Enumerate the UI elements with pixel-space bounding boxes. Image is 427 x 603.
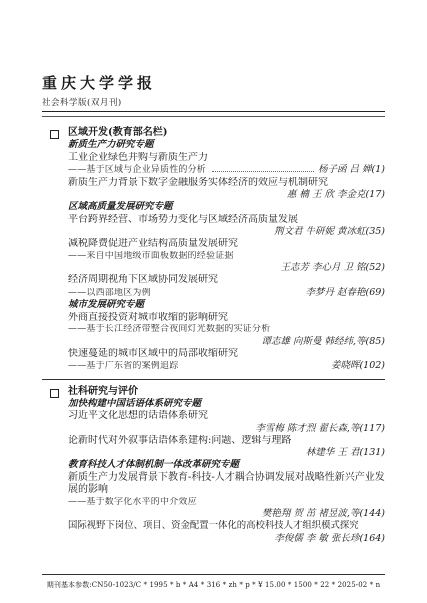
header-rule-thin [42, 116, 385, 117]
article-authors: 姜晓晖(102) [330, 360, 385, 371]
article-title[interactable]: 外商直接投资对城市收缩的影响研究 [68, 311, 228, 323]
journal-title: 重庆大学学报 [42, 74, 157, 92]
article-title[interactable]: 习近平文化思想的话语体系研究 [68, 410, 208, 421]
topic-title: 区域高质量发展研究专题 [68, 201, 173, 212]
article-subtitle: ——以西部地区为例 [68, 287, 151, 298]
article-subtitle: ——基于广东省的案例追踪 [68, 361, 179, 371]
article-title[interactable]: 新质生产力背景下数字金融服务实体经济的效应与机制研究 [68, 176, 328, 188]
article-authors: 李俊儒 李 敏 张长珍(164) [274, 532, 385, 544]
article-authors: 李梦丹 赵春艳(69) [305, 286, 385, 298]
article-authors: 林建华 王 君(131) [305, 447, 385, 458]
article-title[interactable]: 新质生产力发展背景下教育-科技-人才耦合协调发展对战略性新兴产业发展的影响 [68, 471, 385, 495]
article-title[interactable]: 平台跨界经营、市场势力变化与区域经济高质量发展 [68, 213, 298, 225]
section-regional-development [42, 126, 385, 373]
section-divider [42, 379, 385, 380]
section-title: 区域开发(教育部名栏) [68, 127, 168, 138]
topic-title: 城市发展研究专题 [68, 299, 145, 310]
footer-rule [42, 574, 385, 575]
section-social-science [42, 385, 385, 545]
section-box-icon [50, 130, 59, 139]
section-box-icon [50, 389, 59, 398]
section-title: 社科研究与评价 [68, 385, 138, 397]
topic-title: 加快构建中国话语体系研究专题 [68, 397, 202, 409]
article-title[interactable]: 工业企业绿色并购与新质生产力 [68, 151, 208, 163]
journal-parameters: 期刊基本参数:CN50-1023/C * 1995 * b * A4 * 316 * zh * p * ¥ 15.00 * 1500 * 22 * 2025-02 * n [46, 581, 381, 589]
article-meta [68, 360, 385, 373]
article-authors: 荆文君 牛研妮 黄冰虹(35) [273, 226, 385, 237]
header-rule [42, 111, 385, 112]
article-subtitle: ——基于区域与企业异质性的分析 [68, 165, 207, 175]
dot-leader [212, 171, 314, 172]
article-title[interactable]: 国际视野下岗位、项目、资金配置一体化的高校科技人才组织模式探究 [68, 520, 359, 531]
table-of-contents [42, 122, 385, 545]
article-subtitle: ——基于长江经济带整合夜间灯光数据的实证分析 [68, 324, 271, 334]
topic-title: 教育科技人才体制机制一体改革研究专题 [68, 459, 240, 470]
topic-title: 新质生产力研究专题 [68, 139, 154, 150]
article-authors: 王志芳 李心月 卫 铭(52) [280, 262, 385, 273]
article-authors: 谭志雄 向斯曼 韩经纬,等(85) [261, 335, 385, 347]
article-subtitle: ——来自中国地级市面板数据的经验证据 [68, 250, 234, 261]
article-authors: 惠 楠 王 欣 李金克(17) [286, 189, 385, 200]
article-title[interactable]: 减税降费促进产业结构高质量发展研究 [68, 238, 238, 249]
article-title[interactable]: 经济周期视角下区域协同发展研究 [68, 274, 218, 285]
article-authors: 樊艳翔 贺 茁 褚昱波,等(144) [261, 508, 385, 519]
article-title[interactable]: 论新时代对外叙事话语体系建构:问题、逻辑与理路 [68, 434, 292, 446]
article-authors: 杨子函 吕 婵(1) [318, 164, 385, 175]
article-title[interactable]: 快速蔓延的城市区域中的局部收缩研究 [68, 347, 238, 359]
article-meta [68, 164, 385, 177]
article-meta [68, 287, 385, 300]
article-subtitle: ——基于数字化水平的中介效应 [68, 496, 197, 507]
article-authors: 李雪梅 陈才烈 翟长森,等(117) [255, 422, 385, 434]
journal-edition: 社会科学版(双月刊) [42, 98, 122, 108]
